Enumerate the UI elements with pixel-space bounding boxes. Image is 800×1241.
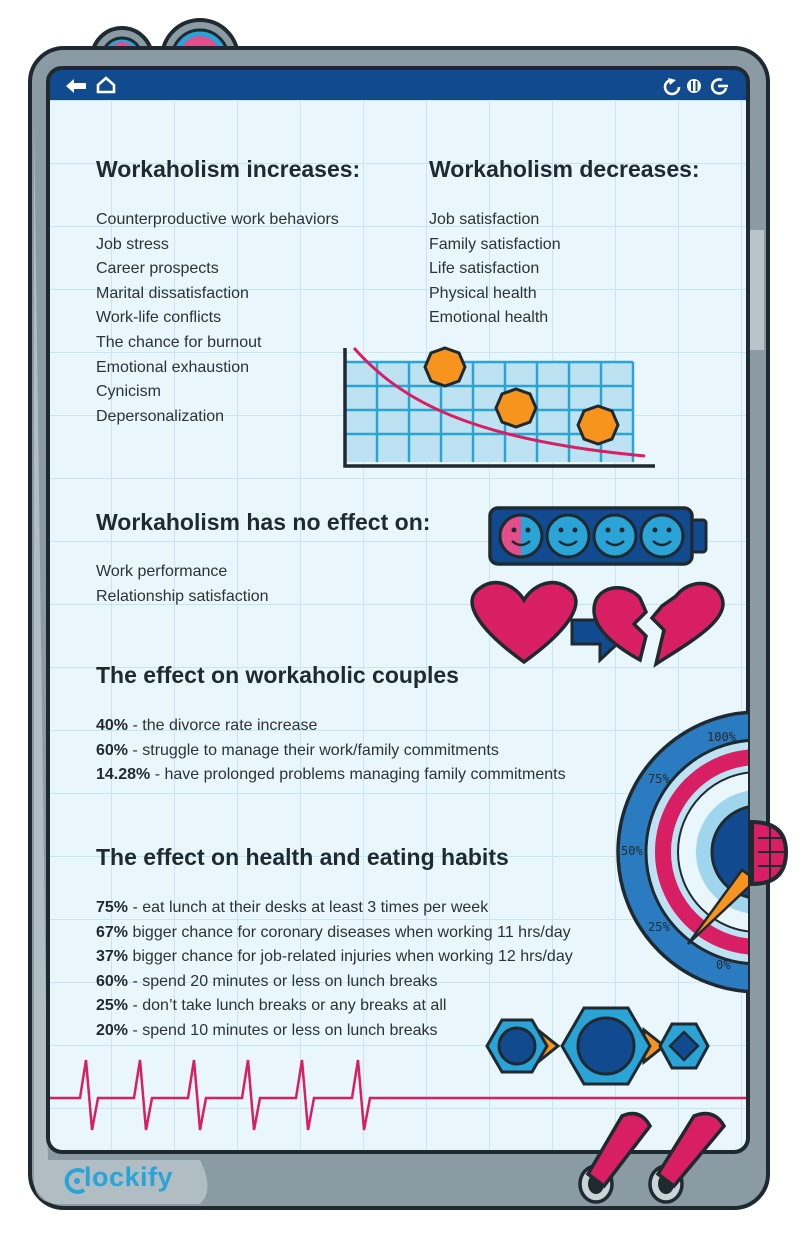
list-item: Emotional health [429, 309, 549, 327]
stat-value: 60% [96, 972, 129, 990]
stat-value: 60% [96, 741, 129, 759]
stat-text: bigger chance for coronary diseases when working 11 hrs/day [128, 923, 571, 941]
list-item: The chance for burnout [96, 333, 262, 351]
stat-text: - the divorce rate increase [128, 717, 318, 734]
stat-value: 67% [96, 923, 129, 941]
list-item: Depersonalization [96, 407, 225, 425]
list-item [96, 945, 573, 970]
couples-list [96, 714, 566, 788]
list-item: Counterproductive work behaviors [96, 211, 339, 228]
list-item [96, 970, 573, 995]
list-item [96, 896, 573, 921]
decreases-list [429, 208, 561, 331]
list-item: Job satisfaction [429, 211, 540, 228]
stat-text: - struggle to manage their work/family commitments [128, 741, 499, 759]
gauge-label-25: 25% [648, 920, 670, 934]
list-item: Family satisfaction [429, 235, 561, 253]
brand-name: lockify [84, 1162, 174, 1192]
stat-text: - have prolonged problems managing family commitments [150, 766, 566, 784]
list-item [96, 994, 573, 1019]
list-item: Career prospects [96, 260, 219, 278]
list-item [96, 714, 566, 739]
list-item [96, 1019, 573, 1044]
decreases-heading: Workaholism decreases: [429, 156, 700, 182]
gauge-label-75: 75% [648, 772, 670, 786]
no-effect-heading: Workaholism has no effect on: [96, 509, 431, 535]
list-item: Life satisfaction [429, 260, 540, 278]
stat-value: 40% [96, 717, 129, 734]
gauge-label-50: 50% [621, 844, 643, 858]
list-item: Cynicism [96, 383, 161, 401]
stat-value: 20% [96, 1021, 129, 1039]
list-item: Emotional exhaustion [96, 358, 249, 376]
list-item [96, 763, 566, 788]
battery-faces-illustration [490, 508, 706, 564]
stat-value: 25% [96, 997, 129, 1015]
pause-icon[interactable] [687, 79, 701, 93]
toolbar-bar [48, 68, 748, 100]
side-knob [752, 822, 786, 884]
list-item: Work-life conflicts [96, 309, 222, 327]
couples-heading: The effect on workaholic couples [96, 662, 459, 688]
increases-heading: Workaholism increases: [96, 156, 361, 182]
gauge-label-0: 0% [716, 958, 731, 972]
list-item [96, 739, 566, 764]
health-heading: The effect on health and eating habits [96, 844, 509, 870]
health-list [96, 896, 573, 1044]
stat-text: - don’t take lunch breaks or any breaks at all [128, 997, 447, 1015]
list-item: Job stress [96, 235, 169, 253]
stat-text: - spend 20 minutes or less on lunch breaks [128, 972, 438, 990]
list-item: Marital dissatisfaction [96, 284, 249, 302]
stat-value: 14.28% [96, 766, 151, 784]
stat-text: - spend 10 minutes or less on lunch breaks [128, 1021, 438, 1039]
list-item [96, 921, 573, 946]
list-item: Physical health [429, 284, 537, 302]
stat-value: 37% [96, 948, 129, 966]
stat-text: bigger chance for job-related injuries when working 12 hrs/day [128, 948, 573, 966]
gauge-label-100: 100% [707, 730, 736, 744]
list-item: Work performance [96, 563, 228, 580]
increases-list [96, 208, 339, 429]
no-effect-list [96, 560, 269, 609]
decline-chart-illustration [345, 348, 655, 466]
stat-text: - eat lunch at their desks at least 3 times per week [128, 899, 489, 916]
stat-value: 75% [96, 899, 129, 916]
list-item: Relationship satisfaction [96, 587, 269, 605]
